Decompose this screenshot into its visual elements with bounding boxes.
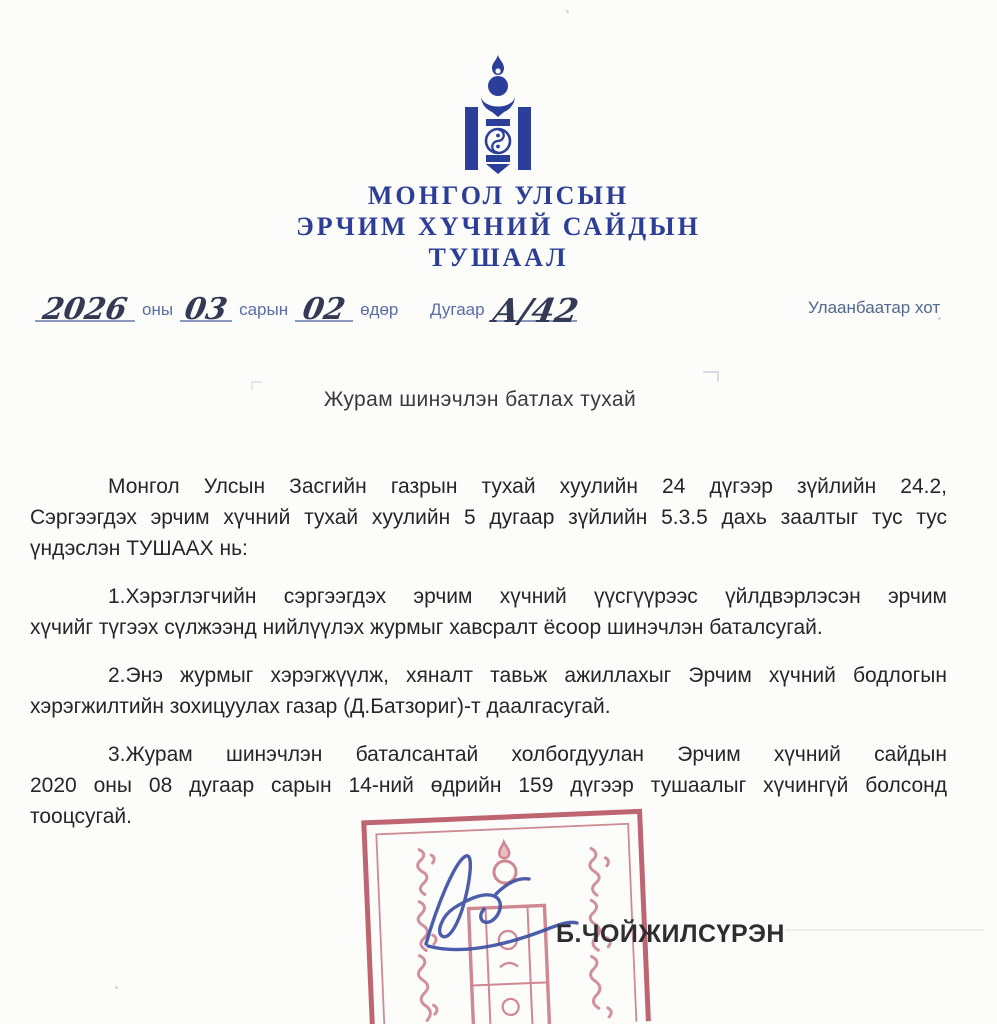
- signer-name: Б.ЧОЙЖИЛСҮРЭН: [556, 920, 785, 948]
- letterhead: [0, 180, 997, 273]
- paragraph-4-line-2: 2020 оны 08 дугаар сарын 14-ний өдрийн 159 дүгээр тушаалыг хүчингүй болсонд: [30, 774, 947, 797]
- day-label: өдөр: [360, 300, 399, 319]
- scan-artifact-smudge: [785, 929, 985, 931]
- document-title: Журам шинэчлэн батлах тухай: [323, 388, 637, 411]
- letterhead-line-3: ТУШААЛ: [428, 243, 569, 272]
- paragraph-3: [30, 660, 947, 722]
- handwritten-day: 02: [300, 292, 349, 327]
- date-number-row: [0, 282, 997, 328]
- year-label: оны: [142, 300, 174, 319]
- paragraph-1-line-2: Сэргээгдэх эрчим хүчний тухай хуулийн 5 дугаар зүйлийн 5.3.5 дахь заалтыг тус тус: [30, 506, 947, 529]
- paragraph-4-line-3: тооцсугай.: [30, 805, 132, 828]
- month-blank: [180, 292, 232, 327]
- letterhead-line-1: МОНГОЛ УЛСЫН: [367, 181, 630, 210]
- scan-artifact-dot: [115, 986, 118, 989]
- handwritten-year: 2026: [40, 292, 130, 327]
- letterhead-line-2: ЭРЧИМ ХҮЧНИЙ САЙДЫН: [296, 212, 701, 241]
- scan-artifact-dot: [566, 10, 569, 13]
- handwritten-month: 03: [182, 292, 231, 327]
- handwritten-number: А/42: [489, 291, 581, 330]
- number-label: Дугаар: [430, 300, 485, 319]
- paragraph-3-line-2: хэрэгжилтийн зохицуулах газар (Д.Батзориг)-т даалгасугай.: [30, 695, 611, 718]
- document-body: [30, 471, 947, 849]
- date-group: [35, 292, 399, 327]
- paragraph-3-line-1: 2.Энэ журмыг хэрэгжүүлж, хяналт тавьж ажиллахыг Эрчим хүчний бодлогын: [108, 664, 947, 687]
- paragraph-2: [30, 581, 947, 643]
- paragraph-2-line-1: 1.Хэрэглэгчийн сэргээгдэх эрчим хүчний үүсгүүрээс үйлдвэрлэсэн эрчим: [108, 585, 947, 608]
- paragraph-1: [30, 471, 947, 564]
- paragraph-2-line-2: хүчийг түгээх сүлжээнд нийлүүлэх журмыг хавсралт ёсоор шинэчлэн баталсугай.: [30, 616, 823, 639]
- city-label: Улаанбаатар хот: [808, 298, 941, 317]
- number-blank: [489, 291, 581, 330]
- number-group: [430, 291, 581, 330]
- day-blank: [295, 292, 353, 327]
- paragraph-1-line-3: үндэслэн ТУШААХ нь:: [30, 537, 248, 560]
- paragraph-1-line-1: Монгол Улсын Засгийн газрын тухай хуулийн 24 дүгээр зүйлийн 24.2,: [108, 475, 947, 498]
- month-label: сарын: [239, 300, 289, 319]
- scan-artifact-dot: [938, 317, 941, 320]
- paragraph-4-line-1: 3.Журам шинэчлэн баталсантай холбогдуулан Эрчим хүчний сайдын: [108, 743, 947, 766]
- soyombo-emblem-icon: [459, 54, 537, 174]
- scan-artifact-bracket: [703, 371, 719, 382]
- scan-artifact-tick: [251, 381, 262, 390]
- year-blank: [35, 292, 135, 327]
